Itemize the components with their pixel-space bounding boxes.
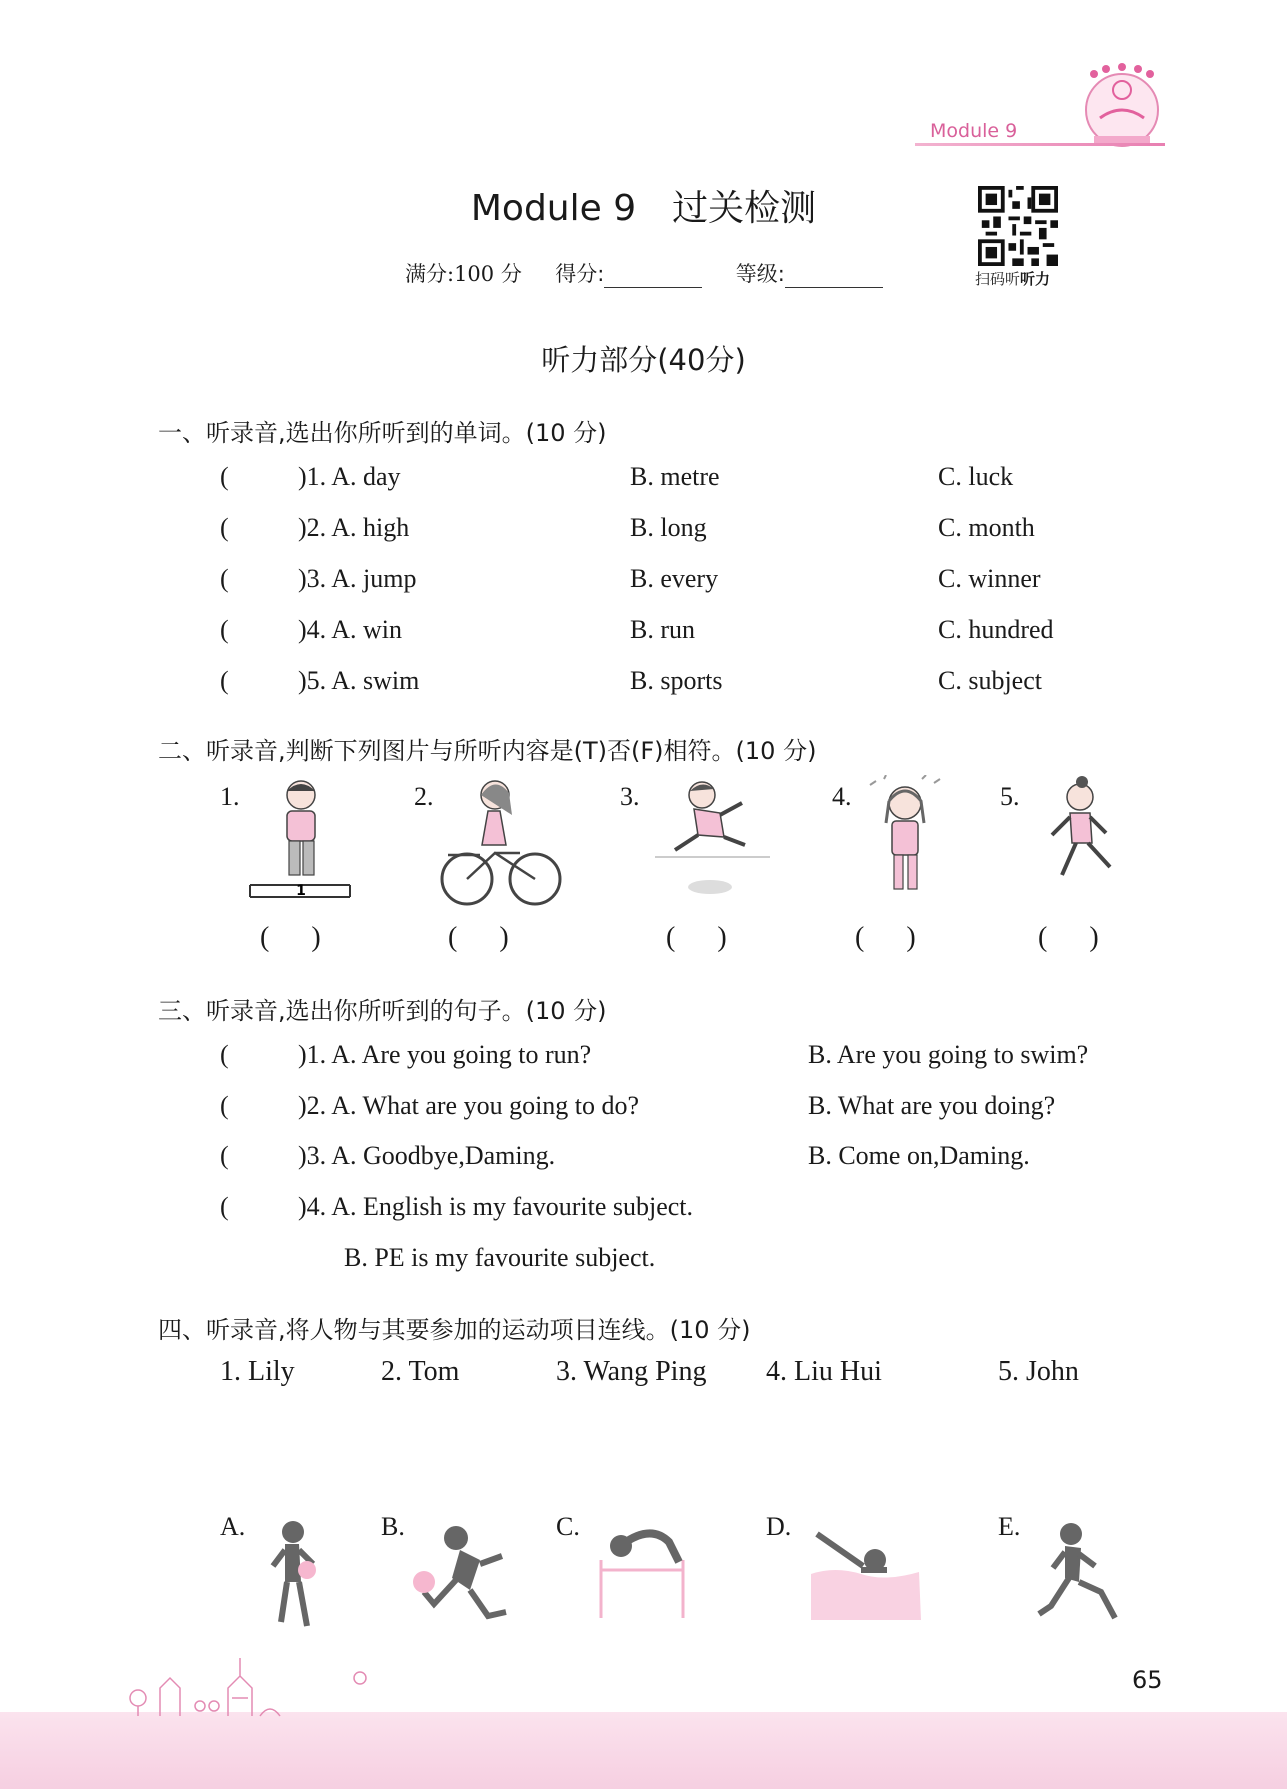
page-number: 65 [1132,1666,1163,1694]
section3-title: 三、听录音,选出你所听到的句子。(10 分) [158,997,607,1025]
pic-number-1: 1. [220,782,240,811]
s3-question-4-option-b: B. PE is my favourite subject. [344,1243,656,1272]
grade-blank [785,267,883,288]
s3-question-4: ( )4. A. English is my favourite subject. [220,1192,694,1221]
football-silhouette-image[interactable] [410,1520,525,1625]
sport-letter-a: A. [220,1512,246,1541]
answer-paren-5[interactable]: ( ) [1038,922,1099,953]
section4-title: 四、听录音,将人物与其要参加的运动项目连线。(10 分) [158,1316,751,1344]
pic-number-4: 4. [832,782,852,811]
pic-number-2: 2. [414,782,434,811]
s1-question-2: ( )2. A. high B. long C. month [220,513,1035,542]
footer-band [0,1712,1287,1789]
footer-town-decoration [120,1648,370,1718]
grade-label: 等级: [735,262,785,286]
answer-paren-1[interactable]: ( ) [260,922,321,953]
answer-paren-2[interactable]: ( ) [448,922,509,953]
qr-code-icon[interactable] [978,186,1058,266]
girl-running-image [1040,775,1120,910]
s1-question-3: ( )3. A. jump B. every C. winner [220,564,1041,593]
section1-title: 一、听录音,选出你所听到的单词。(10 分) [158,419,607,447]
module-tag-underline [915,143,1165,146]
swimming-silhouette-image[interactable] [805,1520,925,1625]
page-title: Module 9 过关检测 [470,188,817,229]
high-jump-silhouette-image[interactable] [595,1520,690,1620]
boy-on-podium-image [245,775,355,910]
s3-question-1: ( )1. A. Are you going to run? B. Are you going to swim? [220,1040,1089,1069]
s1-question-4: ( )4. A. win B. run C. hundred [220,615,1054,644]
s3-question-2: ( )2. A. What are you going to do? B. What are you doing? [220,1091,1056,1120]
name-3[interactable]: 3. Wang Ping [556,1356,707,1387]
boy-jumping-image [650,775,775,910]
svg-text:1: 1 [296,883,306,899]
s3-question-3: ( )3. A. Goodbye,Daming. B. Come on,Daming. [220,1141,1030,1170]
name-2[interactable]: 2. Tom [381,1356,460,1387]
girl-cycling-image [440,775,565,910]
sport-letter-d: D. [766,1512,792,1541]
part-title: 听力部分(40分) [541,343,746,377]
basketball-silhouette-image[interactable] [255,1518,335,1638]
crying-girl-image [860,775,950,910]
name-4[interactable]: 4. Liu Hui [766,1356,882,1387]
name-5[interactable]: 5. John [998,1356,1079,1387]
section2-title: 二、听录音,判断下列图片与所听内容是(T)否(F)相符。(10 分) [158,737,817,765]
score-label: 得分: [555,262,605,286]
qr-label: 扫码听听力 [975,270,1051,288]
name-1[interactable]: 1. Lily [220,1356,295,1387]
s1-question-1: ( )1. A. day B. metre C. luck [220,462,1014,491]
person-names [220,1356,1200,1392]
running-silhouette-image[interactable] [1035,1520,1125,1625]
publisher-logo [1072,62,1172,154]
pic-number-3: 3. [620,782,640,811]
module-tag: Module 9 [930,120,1018,142]
s1-question-5: ( )5. A. swim B. sports C. subject [220,666,1042,695]
sport-letter-e: E. [998,1512,1021,1541]
answer-paren-3[interactable]: ( ) [666,922,727,953]
sport-letter-c: C. [556,1512,580,1541]
full-score: 满分:100 分 [405,262,522,286]
sport-letter-b: B. [381,1512,405,1541]
pic-number-5: 5. [1000,782,1020,811]
score-line [405,258,883,288]
score-blank [604,267,702,288]
answer-paren-4[interactable]: ( ) [855,922,916,953]
